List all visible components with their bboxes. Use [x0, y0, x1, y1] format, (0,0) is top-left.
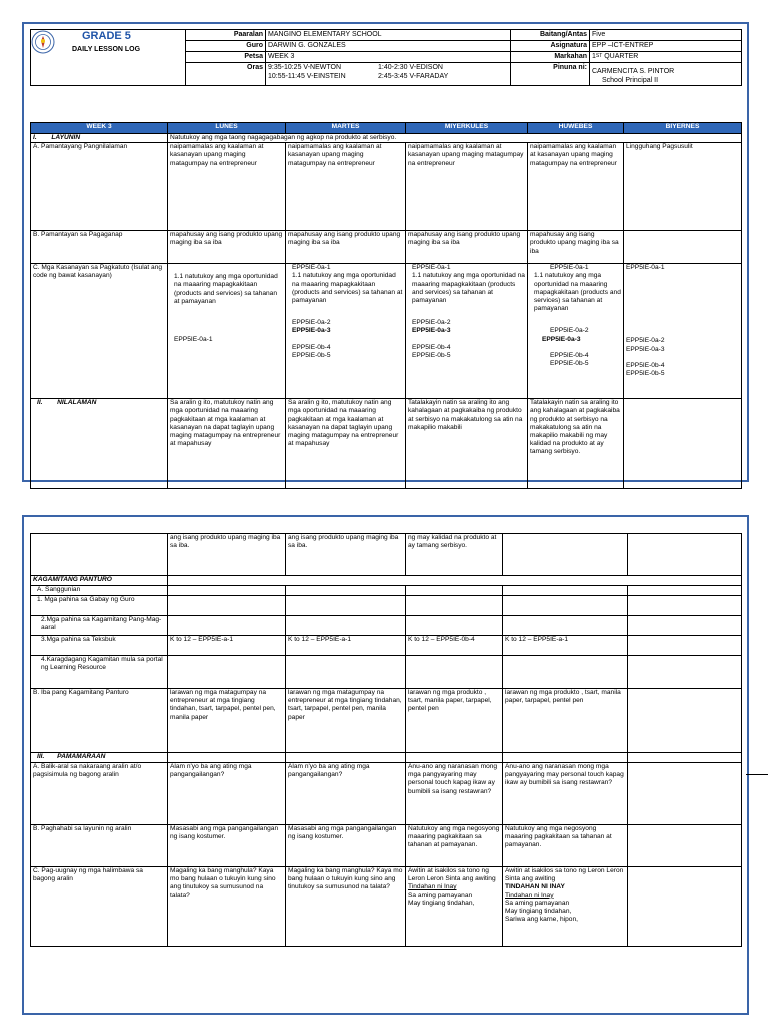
table-row [31, 586, 742, 596]
section-layunin [31, 134, 168, 143]
layunin-num: I. [33, 134, 37, 141]
principal-name: CARMENCITA S. PINTOR [592, 68, 675, 75]
label-paaralan: Paaralan [186, 30, 266, 41]
pag-martes: Magaling ka bang manghula? Kaya mo bang hulaan o tukuyin kung sino ang tinutukoy sa sumusunod na talata? [286, 867, 406, 947]
col-header-biyernes: BIYERNES [624, 123, 742, 134]
pag-lunes: Magaling ka bang manghula? Kaya mo bang hulaan o tukuyin kung sino ang tinutukoy sa sumusunod na talata? [168, 867, 286, 947]
grade-title: GRADE 5 [82, 30, 131, 42]
cell-a-lunes: naipamamalas ang kaalaman at kasanayan upang maging matagumpay na entrepreneur [168, 143, 286, 231]
table-row [31, 825, 742, 867]
c-code-huw-1: EPP5IE-0a-1 [550, 264, 589, 272]
row-label-teksbuk: 3.Mga pahina sa Teksbuk [31, 636, 168, 656]
cell-c-miyerkules [406, 264, 528, 399]
table-row [31, 596, 742, 616]
lesson-table [30, 122, 742, 489]
awit-line1-huw: Sa aming pamayanan [505, 899, 570, 907]
table-row [31, 143, 742, 231]
c-code-biy-2: EPP5IE-0a-2 [626, 337, 665, 345]
row-label-magaaral: 2.Mga pahina sa Kagamitang Pang-Mag-aaral [31, 616, 168, 636]
lesson-log-page-2 [22, 515, 749, 1015]
table-row [31, 656, 742, 689]
table-row [31, 763, 742, 825]
c-code-huw-3: EPP5IE-0a-3 [542, 335, 581, 343]
table-row [31, 231, 742, 264]
value-asignatura: EPP –ICT-ENTREP [590, 41, 742, 52]
col-header-miyerkules: MIYERKULES [406, 123, 528, 134]
balik-huwebes: Anu-ano ang naranasan mong mga pangyayaring may personal touch kapag ikaw ay bumibili sa isang restawran? [503, 763, 628, 825]
cell-a-miyerkules: naipamamalas ang kaalaman at kasanayan upang maging matagumpay na entrepreneur [406, 143, 528, 231]
teksbuk-huwebes: K to 12 – EPP5IE-a-1 [503, 636, 628, 656]
pag-miyerkules [406, 867, 503, 947]
cont-lunes: ang isang produkto upang maging iba sa iba. [168, 534, 286, 576]
cell-c-martes [286, 264, 406, 399]
value-guro: DARWIN G. GONZALES [266, 41, 511, 52]
awit-line1-miy: Sa aming pamayanan [408, 891, 473, 899]
oras-2a: 10:55-11:45 V-EINSTEIN [268, 73, 346, 80]
awit-line3-huw: Sariwa ang karne, hipon, [505, 916, 578, 924]
table-row [31, 264, 742, 399]
c-text-martes: 1.1 natutukoy ang mga oportunidad na maaaring mapagkakitaan (products and services) sa tahanan at pamayanan [292, 272, 403, 305]
cell-nil-biyernes [624, 399, 742, 489]
cell-a-biyernes: Lingguhang Pagsusulit [624, 143, 742, 231]
cell-b-miyerkules: mapahusay ang isang produkto upang maging iba sa iba [406, 231, 528, 264]
label-asignatura: Asignatura [511, 41, 590, 52]
label-pinuna: Pinuna ni: [511, 63, 590, 86]
oras-1b: 1:40-2:30 V-EDISON [378, 64, 443, 71]
iba-lunes: larawan ng mga matagumpay na entrepreneur at mga tingiang tindahan, tsart, tarpapel, pentel pen, manila paper [168, 689, 286, 753]
label-guro: Guro [186, 41, 266, 52]
c-text-miy: 1.1 natutukoy ang mga oportunidad na maaaring mapagkakitaan (products and services) sa tahanan at pamayanan [412, 272, 525, 305]
cell-c-huwebes [528, 264, 624, 399]
value-oras [266, 63, 511, 86]
awit-line2-miy: May tingiang tindahan, [408, 899, 475, 907]
col-header-lunes: LUNES [168, 123, 286, 134]
row-label-sanggunian: A. Sanggunian [31, 586, 168, 596]
iba-miyerkules: larawan ng mga produkto , tsart, manila paper, tarpapel, pentel pen [406, 689, 503, 753]
margin-rule [746, 774, 768, 775]
pamamaraan-label: PAMAMARAAN [57, 753, 106, 760]
oras-1a: 9:35-10:25 V-NEWTON [268, 64, 342, 71]
col-header-huwebes: HUWEBES [528, 123, 624, 134]
c-text-lunes: 1.1 natutukoy ang mga oportunidad na maaaring mapagkakitaan (products and services) sa tahanan at pamayanan [174, 273, 278, 305]
awit-intro-miy: Awitin at isakilos sa tono ng Leron Leron Sinta ang awiting [408, 867, 496, 883]
c-code-biy-4: EPP5IE-0b-4 [626, 361, 665, 369]
teksbuk-biyernes [628, 636, 742, 656]
row-label-balik: A. Balik-aral sa nakaraang aralin at/o pagsisimula ng bagong aralin [31, 763, 168, 825]
row-label-gabay: 1. Mga pahina sa Gabay ng Guro [31, 596, 168, 616]
cont-martes: ang isang produkto upang maging iba sa iba. [286, 534, 406, 576]
teksbuk-lunes: K to 12 – EPP5IE-a-1 [168, 636, 286, 656]
markahan-rest: QUARTER [602, 53, 639, 60]
cell-a-martes: naipamamalas ang kaalaman at kasanayan upang maging matagumpay na entrepreneur [286, 143, 406, 231]
row-label-karagdagang: 4.Karagdagang Kagamitan mula sa portal ng Learning Resource [31, 656, 168, 689]
row-label-pamantayang: A. Pamantayang Pangnilalaman [31, 143, 168, 231]
c-code-biy-1: EPP5IE-0a-1 [626, 264, 665, 272]
label-baitang: Baitang/Antas [511, 30, 590, 41]
c-code-huw-5: EPP5IE-0b-5 [550, 360, 589, 368]
cell-nil-martes: Sa aralin g ito, matutukoy natin ang mga oportunidad na maaaring pagkakitaan at mga kaalaman at kasanayan na dapat taglayin upang maging matagumpay na entrepreneur at mapahusay [286, 399, 406, 489]
value-markahan [590, 52, 742, 63]
header-table [30, 29, 742, 86]
row-label-kasanayan: C. Mga Kasanayan sa Pagkatuto (Isulat ang code ng bawat kasanayan) [31, 264, 168, 399]
balik-martes: Alam n'yo ba ang ating mga pangangailangan? [286, 763, 406, 825]
table-row [31, 636, 742, 656]
value-petsa: WEEK 3 [266, 52, 511, 63]
c-code-biy-3: EPP5IE-0a-3 [626, 345, 665, 353]
table-row [31, 867, 742, 947]
c-code-miy-5: EPP5IE-0b-5 [412, 351, 451, 359]
cell-nil-lunes: Sa aralin g ito, matutukoy natin ang mga oportunidad na maaaring pagkakitaan at mga kaalaman at kasanayan na dapat taglayin upang maging matagumpay na entrepreneur at mapahusay [168, 399, 286, 489]
teksbuk-martes: K to 12 – EPP5IE-a-1 [286, 636, 406, 656]
markahan-num: 1 [592, 53, 596, 60]
c-text-huw: 1.1 natutukoy ang mga oportunidad na maaaring mapagkakitaan (products and services) sa tahanan at pamayanan [534, 272, 621, 313]
iba-huwebes: larawan ng mga produkto , tsart, manila paper, tarpapel, pentel pen [503, 689, 628, 753]
cell-b-biyernes [624, 231, 742, 264]
c-code-martes-5: EPP5IE-0b-5 [292, 351, 331, 359]
balik-lunes: Alam n'yo ba ang ating mga pangangailangan? [168, 763, 286, 825]
layunin-label: LAYUNIN [51, 134, 81, 141]
c-code-huw-4: EPP5IE-0b-4 [550, 351, 589, 359]
label-oras: Oras [186, 63, 266, 86]
pag-biyernes [628, 867, 742, 947]
section-pamamaraan [31, 753, 168, 763]
paghahabi-miyerkules: Natutukoy ang mga negosyong maaaring pagkakitaan sa tahanan at pamayanan. [406, 825, 503, 867]
c-code-miy-1: EPP5IE-0a-1 [412, 264, 451, 272]
awit-title-huw: TINDAHAN NI INAY [505, 883, 565, 891]
lesson-table-continued [30, 533, 742, 947]
value-baitang: Five [590, 30, 742, 41]
c-code-martes-1: EPP5IE-0a-1 [292, 264, 331, 272]
table-row [31, 534, 742, 576]
iba-martes: larawan ng mga matagumpay na entrepreneur at mga tingiang tindahan, tsart, tarpapel, pentel pen, manila paper [286, 689, 406, 753]
table-row [31, 576, 742, 586]
log-title: DAILY LESSON LOG [72, 46, 141, 53]
cont-label [31, 534, 168, 576]
table-row [31, 134, 742, 143]
balik-biyernes [628, 763, 742, 825]
cont-miyerkules: ng may kalidad na produkto at ay tamang serbisyo. [406, 534, 503, 576]
cell-b-huwebes: mapahusay ang isang produkto upang maging iba sa iba [528, 231, 624, 264]
c-code-lunes: EPP5IE-0a-1 [174, 336, 213, 344]
c-code-miy-3: EPP5IE-0a-3 [412, 327, 451, 335]
cell-a-huwebes: naipamamalas ang kaalaman at kasanayan upang maging matagumpay na entrepreneur [528, 143, 624, 231]
nilalaman-label: NILALAMAN [57, 399, 97, 407]
iba-biyernes [628, 689, 742, 753]
c-code-biy-5: EPP5IE-0b-5 [626, 370, 665, 378]
awit-title2-huw: Tindahan ni Inay [505, 891, 554, 899]
table-header-row [31, 123, 742, 134]
lesson-log-page-1 [22, 22, 749, 482]
table-row [31, 753, 742, 763]
table-row [31, 616, 742, 636]
nilalaman-num: II. [37, 399, 43, 407]
c-code-martes-3: EPP5IE-0a-3 [292, 327, 331, 335]
label-petsa: Petsa [186, 52, 266, 63]
value-principal [590, 63, 742, 86]
principal-title: School Principal II [602, 77, 659, 84]
c-code-martes-2: EPP5IE-0a-2 [292, 319, 331, 327]
cell-nil-miyerkules: Tatalakayin natin sa araling ito ang kahalagaan at pagkakaiba ng produkto at serbisyo na makakatulong sa atin na makapilio makabili [406, 399, 528, 489]
col-header-week: WEEK 3 [31, 123, 168, 134]
cell-nil-huwebes: Tatalakayin natin sa araling ito ang kahalagaan at pagkakaiba ng produkto at serbisyo na makakatulong sa atin na makapilio makabili ng may kalidad na produkto at ay tamang serbisyo. [528, 399, 624, 489]
row-label-iba: B. Iba pang Kagamitang Panturo [31, 689, 168, 753]
label-markahan: Markahan [511, 52, 590, 63]
balik-miyerkules: Anu-ano ang naranasan mong mga pangyayaring may personal touch kapag ikaw ay bumibili sa isang restawran? [406, 763, 503, 825]
awit-line2-huw: May tingiang tindahan, [505, 908, 572, 916]
cell-c-lunes [168, 264, 286, 399]
cell-c-biyernes [624, 264, 742, 399]
oras-2b: 2:45-3:45 V-FARADAY [378, 73, 449, 80]
table-row [31, 689, 742, 753]
row-label-paghahabi: B. Paghahabi sa layunin ng aralin [31, 825, 168, 867]
markahan-sup: ST [595, 53, 603, 59]
value-paaralan: MANGINO ELEMENTARY SCHOOL [266, 30, 511, 41]
c-code-huw-2: EPP5IE-0a-2 [550, 327, 589, 335]
paghahabi-huwebes: Natutukoy ang mga negosyong maaaring pagkakitaan sa tahanan at pamayanan. [503, 825, 628, 867]
table-row [31, 399, 742, 489]
layunin-text: Natutukoy ang mga taong nagagagabagan ng agkop na produkto at serbisyo. [168, 134, 742, 143]
pag-huwebes [503, 867, 628, 947]
paghahabi-biyernes [628, 825, 742, 867]
section-nilalaman [31, 399, 168, 489]
cont-biyernes [628, 534, 742, 576]
row-label-pagaganap: B. Pamantayan sa Pagaganap [31, 231, 168, 264]
row-label-pag-uugnay: C. Pag-uugnay ng mga halimbawa sa bagong aralin [31, 867, 168, 947]
pamamaraan-num: III. [37, 753, 45, 760]
cell-b-lunes: mapahusay ang isang produkto upang maging iba sa iba [168, 231, 286, 264]
teksbuk-miyerkules: K to 12 – EPP5IE-0b-4 [406, 636, 503, 656]
awit-intro-huw: Awitin at isakilos sa tono ng Leron Leron Sinta ang awiting [505, 867, 624, 883]
cont-huwebes [503, 534, 628, 576]
awit-title2-miy: Tindahan ni Inay [408, 883, 457, 891]
c-code-martes-4: EPP5IE-0b-4 [292, 343, 331, 351]
c-code-miy-2: EPP5IE-0a-2 [412, 319, 451, 327]
section-kagamitan: KAGAMITANG PANTURO [31, 576, 168, 586]
paghahabi-martes: Masasabi ang mga pangangailangan ng isang kostumer. [286, 825, 406, 867]
col-header-martes: MARTES [286, 123, 406, 134]
paghahabi-lunes: Masasabi ang mga pangangailangan ng isang kostumer. [168, 825, 286, 867]
c-code-miy-4: EPP5IE-0b-4 [412, 343, 451, 351]
cell-b-martes: mapahusay ang isang produkto upang maging iba sa iba [286, 231, 406, 264]
